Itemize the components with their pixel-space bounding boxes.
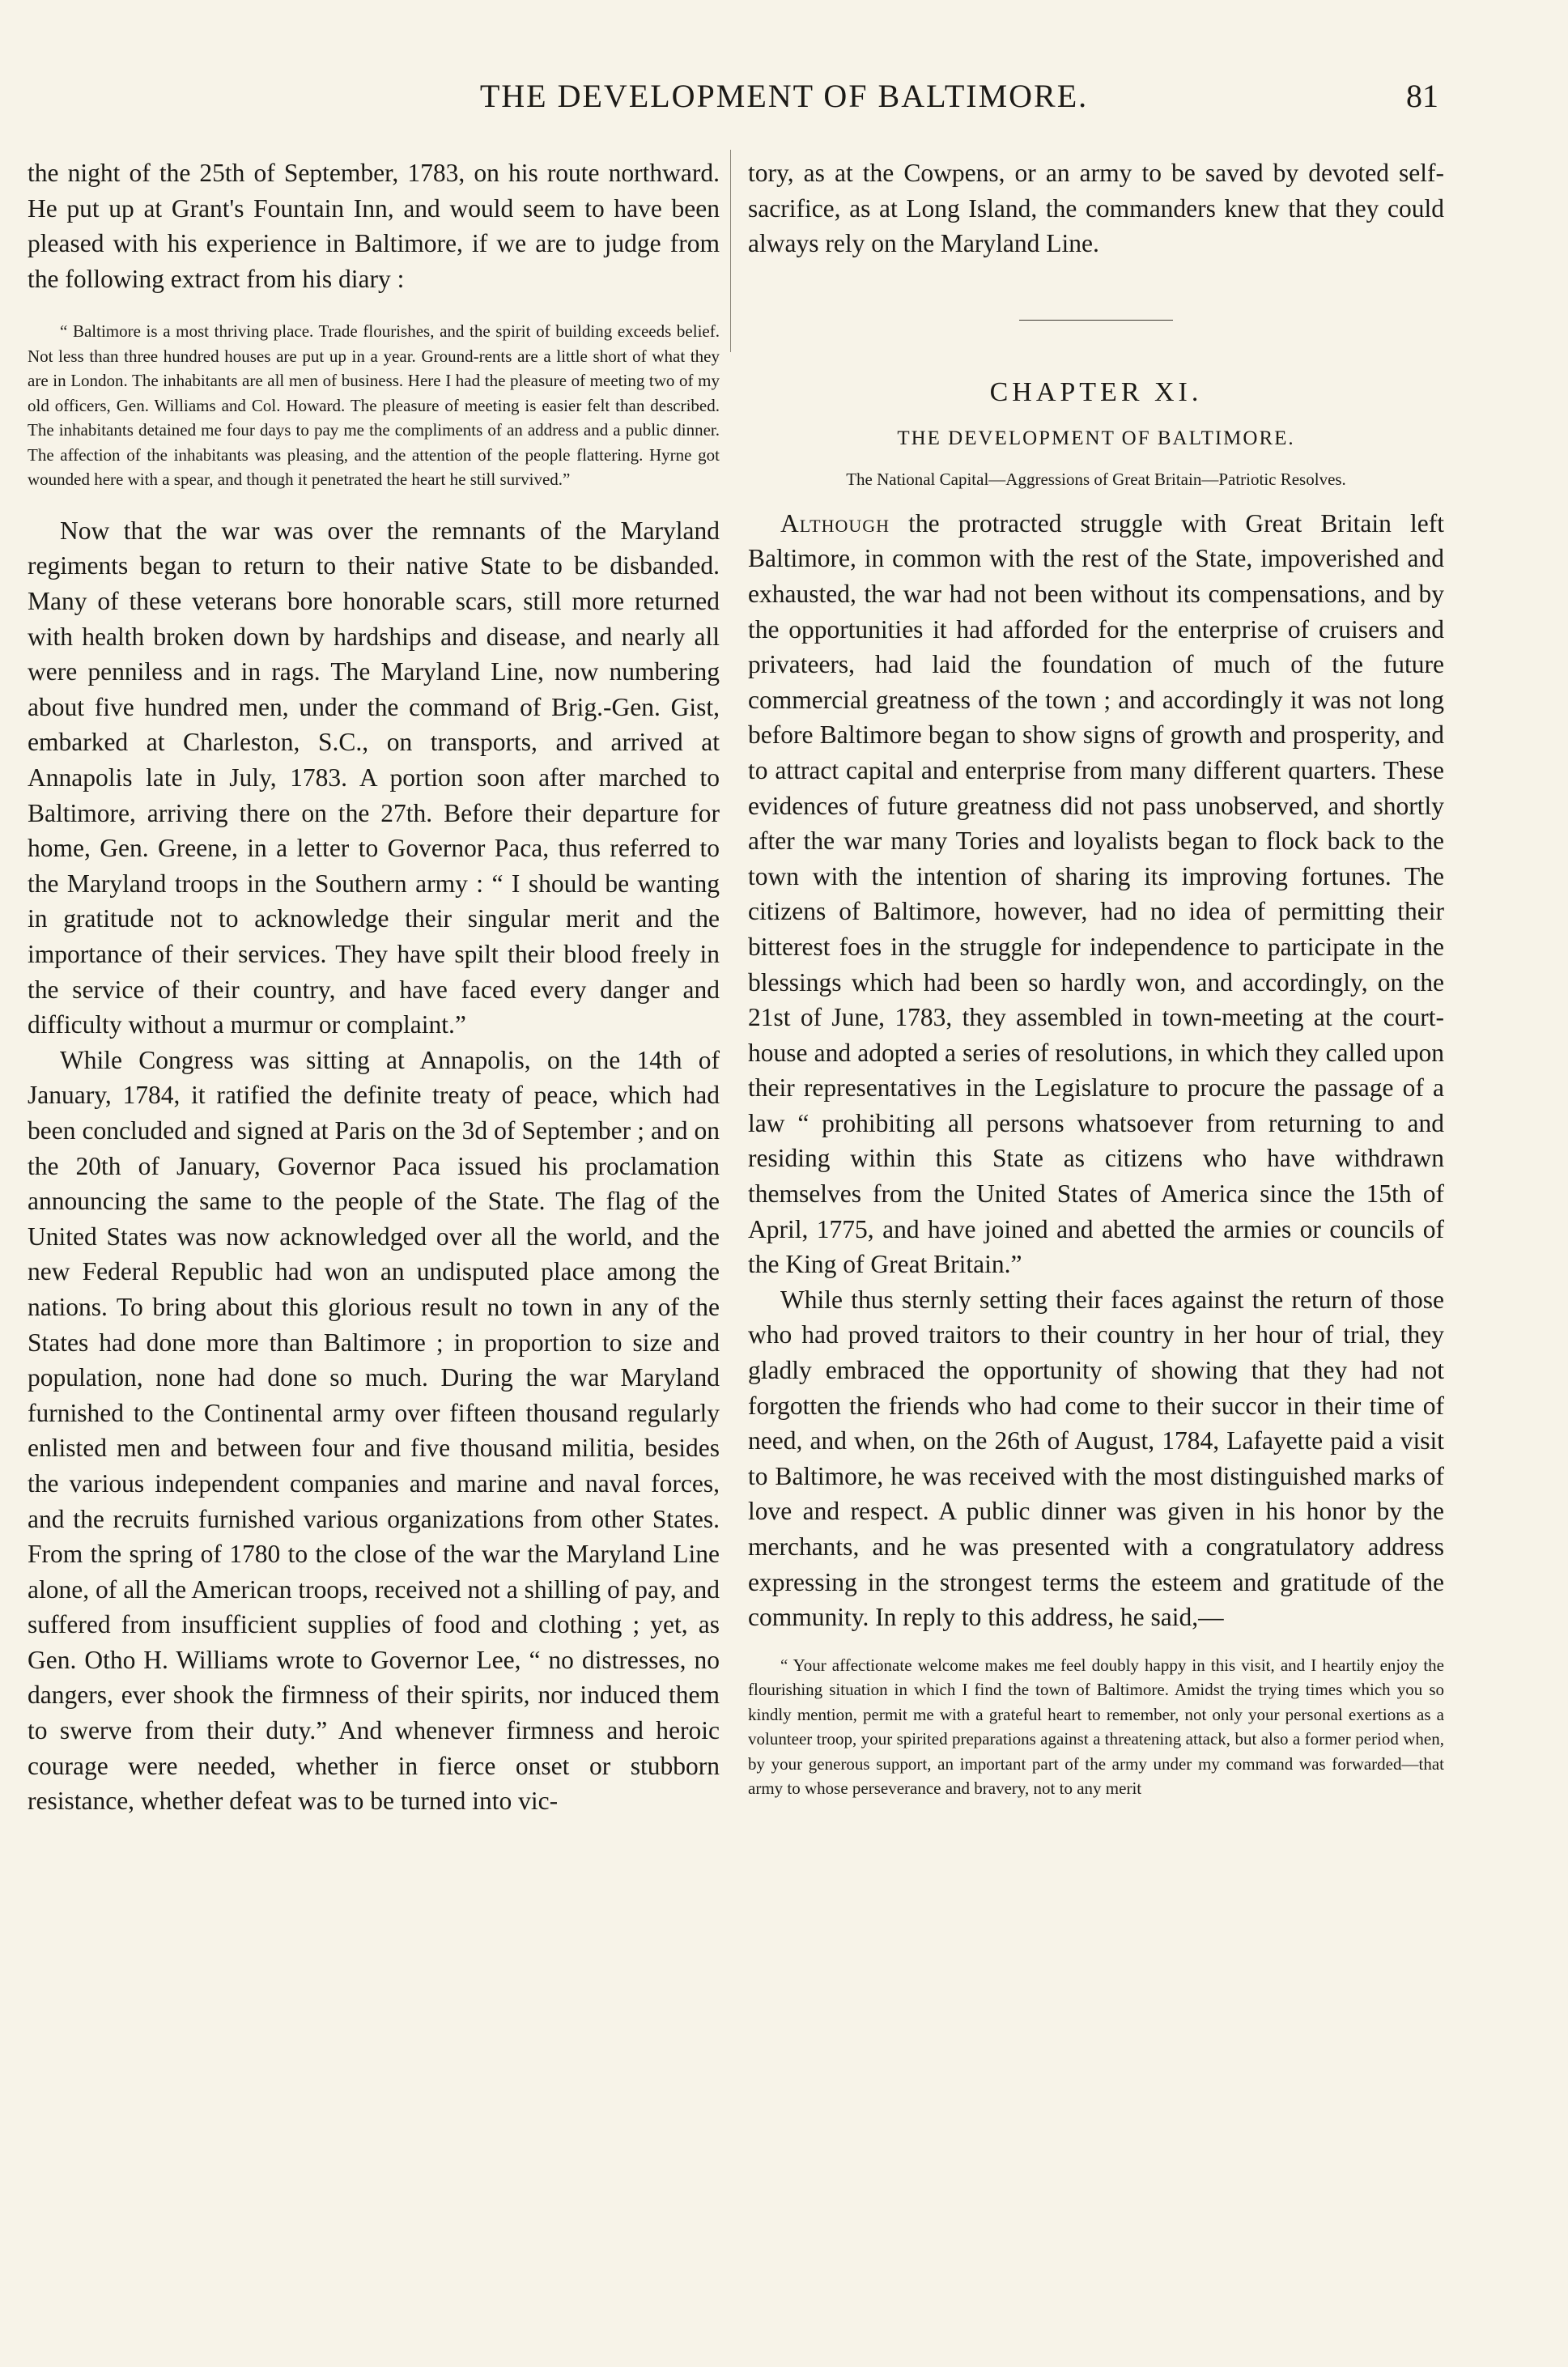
paragraph: tory, as at the Cowpens, or an army to be saved by devoted self-sacrifice, as at Long Island, the commanders knew that they could always rely on the Maryland Line. [748,159,1444,258]
chapter-title: CHAPTER XI. [989,376,1203,407]
paragraph-text: the protracted struggle with Great Britain left Baltimore, in common with the rest of the State, impoverished and exhausted, the war had not been without its compensations, and by the opportunities it had afforded for the enterprise of cruisers and privateers, had laid the foundation of much of the future commercial greatness of the town ; and accordingly it was not long before Baltimore began to show signs of growth and prosperity, and to attract capital and enterprise from many different quarters. These evidences of future greatness did not pass unobserved, and shortly after the war many Tories and loyalists began to flock back to the town with the intention of sharing its improving fortunes. The citizens of Baltimore, however, had no idea of permitting their bitterest foes in the struggle for independence to participate in the blessings which had been so hardly won, and accordingly, on the 21st of June, 1783, they assembled in town-meeting at the court-house and adopted a series of resolutions, in which they called upon their representatives in the Legislature to procure the passage of a law “ prohibiting all persons whatsoever from returning to and residing within this State as citizens who have withdrawn themselves from the United States of America since the 15th of April, 1775, and have joined and abetted the armies or councils of the King of Great Britain.” [748,508,1444,1279]
paragraph: While thus sternly setting their faces against the return of those who had proved traitors to their country in her hour of trial, they gladly embraced the opportunity of showing that they had not forgotten the friends who had come to their succor in their time of need, and when, on the 26th of August, 1784, Lafayette paid a visit to Baltimore, he was received with the most distinguished marks of love and respect. A public dinner was given in his honor by the merchants, and he was presented with a congratulatory address expressing in the strongest terms the esteem and gratitude of the community. In reply to this address, he said,— [748,1285,1444,1632]
right-column [748,155,1444,1801]
page-number: 81 [1406,78,1438,114]
section-divider [1019,320,1173,321]
chapter-first-word: Although [780,508,890,538]
left-column [28,155,720,1819]
chapter-summary: The National Capital—Aggressions of Great Britain—Patriotic Resolves. [846,469,1346,489]
paragraph: the night of the 25th of September, 1783, on his route northward. He put up at Grant's Fountain Inn, and would seem to have been pleased with his experience in Baltimore, if we are to judge from the following extract from his diary : [28,159,720,293]
lafayette-quote: “ Your affectionate welcome makes me feel doubly happy in this visit, and I heartily enjoy the flourishing situation in which I find the town of Baltimore. Amidst the trying times which you so kindly mention, permit me with a grateful heart to remember, not only your personal exertions as a volunteer troop, your spirited preparations against a threatening attack, but also a former period when, by your generous support, an important part of the army under my command was forwarded—that army to whose perseverance and bravery, not to any merit [748,1655,1444,1799]
running-title: THE DEVELOPMENT OF BALTIMORE. [479,78,1089,114]
running-header [0,77,1568,125]
paragraph [748,506,1444,1282]
diary-quote: “ Baltimore is a most thriving place. Trade flourishes, and the spirit of building exceeds belief. Not less than three hundred houses are put up in a year. Ground-rents are a little short of what they are in London. The inhabitants are all men of business. Here I had the pleasure of meeting two of my old officers, Gen. Williams and Col. Howard. The pleasure of meeting is easier felt than described. The inhabitants detained me four days to pay me the compliments of an address and a public dinner. The affection of the inhabitants was pleasing, and the attention of the people flattering. Hyrne got wounded here with a spear, and though it penetrated the heart he still survived.” [28,321,720,490]
paragraph: While Congress was sitting at Annapolis, on the 14th of January, 1784, it ratified the definite treaty of peace, which had been concluded and signed at Paris on the 3d of September ; and on the 20th of January, Governor Paca issued his proclamation announcing the same to the people of the State. The flag of the United States was now acknowledged over all the world, and the new Federal Republic had won an undisputed place among the nations. To bring about this glorious result no town in any of the States had done more than Baltimore ; in proportion to size and population, none had done so much. During the war Maryland furnished to the Continental army over fifteen thousand regularly enlisted men and between four and five thousand militia, besides the various independent companies and marine and naval forces, and the recruits furnished various organizations from other States. From the spring of 1780 to the close of the war the Maryland Line alone, of all the American troops, received not a shilling of pay, and suffered from insufficient supplies of food and clothing ; yet, as Gen. Otho H. Williams wrote to Governor Lee, “ no distresses, no dangers, ever shook the firmness of their spirits, nor induced them to swerve from their duty.” And whenever firmness and heroic courage were needed, whether in fierce onset or stubborn resistance, whether defeat was to be turned into vic- [28,1045,720,1816]
chapter-subtitle: THE DEVELOPMENT OF BALTIMORE. [897,427,1295,449]
paragraph: Now that the war was over the remnants of the Maryland regiments began to return to their native State to be disbanded. Many of these veterans bore honorable scars, still more returned with health broken down by hardships and disease, and nearly all were penniless and in rags. The Maryland Line, now numbering about five hundred men, under the command of Brig.-Gen. Gist, embarked at Charleston, S.C., on transports, and arrived at Annapolis late in July, 1783. A portion soon after marched to Baltimore, arriving there on the 27th. Before their departure for home, Gen. Greene, in a letter to Governor Paca, thus referred to the Maryland troops in the Southern army : “ I should be wanting in gratitude not to acknowledge their singular merit and the importance of their services. They have spilt their blood freely in the service of their country, and have faced every danger and difficulty without a murmur or complaint.” [28,516,720,1039]
column-rule [730,150,731,352]
